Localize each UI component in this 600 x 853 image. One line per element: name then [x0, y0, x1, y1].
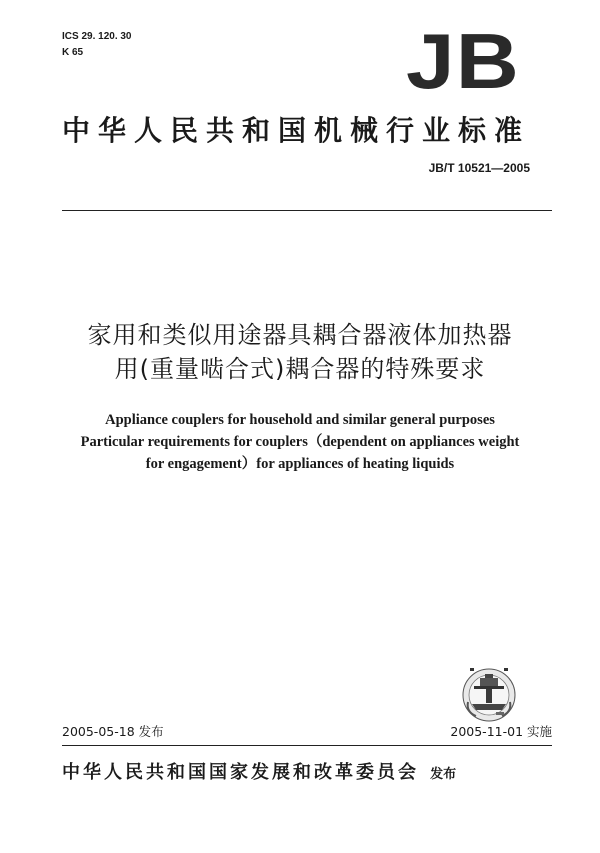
english-title-line-1: Appliance couplers for household and similar general purposes: [105, 412, 495, 428]
english-title-line-2: Particular requirements for couplers（dependent on appliances weight: [80, 434, 520, 450]
category-code: K 65: [62, 47, 84, 58]
top-divider: [62, 210, 552, 211]
issue-date: 2005-05-18 发布: [62, 724, 164, 739]
jb-logo: JB: [406, 17, 520, 105]
issuer-name: 中华人民共和国国家发展和改革委员会: [62, 762, 419, 783]
national-emblem-seal-icon: [456, 664, 522, 726]
english-title-line-3: for engagement）for appliances of heating liquids: [145, 456, 455, 472]
chinese-title-line-1: 家用和类似用途器具耦合器液体加热器: [87, 321, 513, 349]
ics-code: ICS 29. 120. 30: [62, 31, 132, 42]
issuer-suffix: 发布: [430, 767, 457, 782]
implementation-date: 2005-11-01 实施: [450, 724, 552, 739]
issuer-line: [62, 758, 552, 784]
chinese-title-line-2: 用(重量啮合式)耦合器的特殊要求: [114, 355, 486, 383]
standard-code: JB/T 10521—2005: [428, 161, 530, 175]
standard-title: 中华人民共和国机械行业标准: [62, 114, 531, 147]
bottom-divider: [62, 745, 552, 746]
